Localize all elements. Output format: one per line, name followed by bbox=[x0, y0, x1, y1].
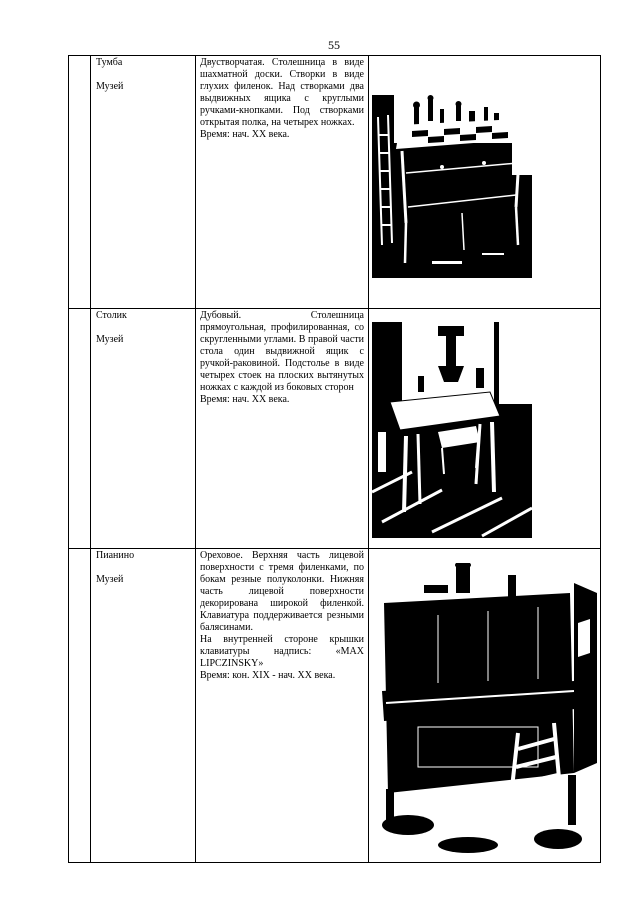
dating-text: Время: нач. XX века. bbox=[200, 129, 290, 140]
inscription-text: На внутренней стороне крышки клавиатуры надпись: «MAX LIPCZINSKY» bbox=[200, 634, 364, 669]
table-row bbox=[69, 309, 601, 549]
index-cell bbox=[69, 549, 91, 863]
description-text: Двустворчатая. Столешница в виде шахматной доски. Створки в виде глухих филенок. Над створками два выдвижных ящика с круглыми ручками-кнопками. Под створками открытая полка, на четырех ножках. bbox=[200, 57, 364, 128]
item-name: Пианино bbox=[96, 550, 135, 561]
item-location: Музей bbox=[96, 334, 124, 345]
photo-cell bbox=[369, 549, 601, 863]
photo-cell bbox=[369, 56, 601, 309]
index-cell bbox=[69, 309, 91, 549]
item-name: Столик bbox=[96, 310, 127, 321]
item-location: Музей bbox=[96, 574, 124, 585]
photo-pianino bbox=[378, 563, 597, 860]
description-cell bbox=[196, 549, 369, 863]
description-cell bbox=[196, 56, 369, 309]
item-name: Тумба bbox=[96, 57, 123, 68]
photo-stolik bbox=[372, 322, 532, 538]
photo-tumba bbox=[372, 95, 532, 278]
table-row bbox=[69, 549, 601, 863]
catalog-table bbox=[68, 55, 601, 863]
table-row bbox=[69, 56, 601, 309]
item-location: Музей bbox=[96, 81, 124, 92]
description-text: Ореховое. Верхняя часть лицевой поверхности с тремя филенками, по бокам резные полуколонки. Нижняя часть лицевой поверхности декорирована широкой филенкой. Клавиатура поддерживается резными балясинами. bbox=[200, 550, 364, 633]
name-cell bbox=[91, 549, 196, 863]
dating-text: Время: кон. XIX - нач. XX века. bbox=[200, 670, 336, 681]
description-cell bbox=[196, 309, 369, 549]
name-cell bbox=[91, 56, 196, 309]
photo-cell bbox=[369, 309, 601, 549]
name-cell bbox=[91, 309, 196, 549]
description-text: Дубовый. Столешница прямоугольная, профилированная, со скругленными углами. В правой части стола один выдвижной ящик с ручкой-раковиной. Подстолье в виде четырех стоек на плоских вытянутых ножках с каждой из боковых сторон bbox=[200, 310, 364, 393]
index-cell bbox=[69, 56, 91, 309]
page-number: 55 bbox=[328, 38, 340, 52]
dating-text: Время: нач. XX века. bbox=[200, 394, 290, 405]
